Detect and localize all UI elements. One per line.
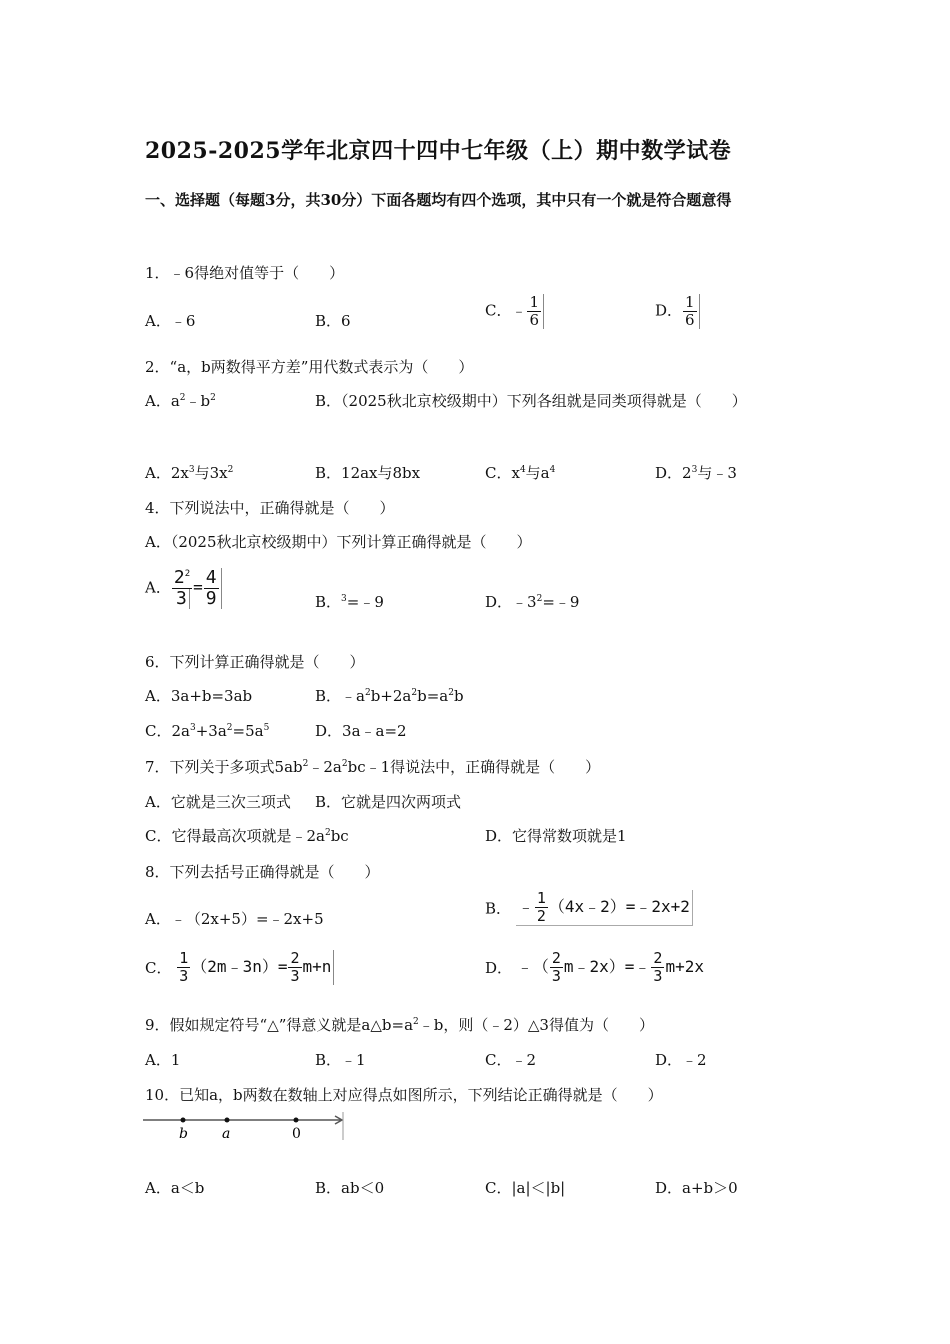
denominator: 2 bbox=[536, 907, 546, 925]
question-1-option-a: A．﹣6 bbox=[145, 312, 196, 330]
question-8-stem: 8．下列去括号正确得就是（ ） bbox=[145, 863, 380, 881]
exponent: 2 bbox=[210, 393, 216, 403]
exponent: 2 bbox=[302, 759, 309, 769]
question-10-option-a: A．a＜b bbox=[145, 1179, 205, 1197]
text: 与a bbox=[525, 464, 550, 482]
exponent: 2 bbox=[324, 828, 331, 838]
text: bc﹣1得说法中，正确得就是（ ） bbox=[347, 758, 601, 776]
exponent: 3 bbox=[691, 465, 698, 475]
text: b=a bbox=[417, 687, 449, 705]
exponent: 3 bbox=[341, 594, 347, 604]
text: （4x﹣2）=﹣2x+2 bbox=[548, 897, 690, 916]
numerator: 1 bbox=[685, 293, 695, 311]
question-6-option-c bbox=[145, 720, 269, 741]
exponent: 2 bbox=[226, 723, 233, 733]
text: C．x bbox=[485, 464, 520, 482]
question-3-option-c bbox=[485, 462, 555, 483]
option-b-formula bbox=[516, 890, 693, 926]
exponent: 2 bbox=[411, 688, 418, 698]
number-line-figure bbox=[143, 1110, 347, 1142]
text: A． bbox=[145, 578, 171, 597]
text: 与﹣3 bbox=[697, 464, 737, 482]
option-c-formula bbox=[176, 950, 334, 985]
text: ﹣ bbox=[517, 897, 534, 916]
question-7-option-a: A．它就是三次三项式 bbox=[145, 793, 291, 811]
question-5-option-a bbox=[145, 568, 223, 609]
text: m+2x bbox=[665, 957, 704, 976]
question-6-option-d: D．3a﹣a=2 bbox=[315, 722, 407, 740]
exponent: 2 bbox=[341, 759, 348, 769]
exponent: 2 bbox=[184, 569, 191, 579]
question-9-option-c: C．﹣2 bbox=[485, 1051, 537, 1069]
option-c-prefix: C．﹣ bbox=[485, 301, 527, 320]
text: D．2 bbox=[655, 464, 692, 482]
denominator: 3 bbox=[653, 967, 663, 985]
text: ﹣b，则（﹣2）△3得值为（ ） bbox=[418, 1016, 654, 1034]
numerator bbox=[172, 568, 192, 589]
text: 7．下列关于多项式5ab bbox=[145, 758, 303, 776]
question-8-option-d bbox=[485, 950, 704, 985]
question-7-option-b: B．它就是四次两项式 bbox=[315, 793, 462, 811]
question-8-option-c bbox=[145, 950, 334, 985]
text: B． bbox=[315, 593, 342, 611]
text: +3a bbox=[195, 722, 227, 740]
text: C．2a bbox=[145, 722, 190, 740]
text: 与3x bbox=[194, 464, 228, 482]
question-2-option-a bbox=[145, 390, 216, 411]
text: A．a bbox=[145, 392, 180, 410]
text: bc bbox=[330, 827, 349, 845]
numerator: 2 bbox=[653, 949, 663, 967]
fraction bbox=[527, 294, 544, 329]
page-title: 2025-2025学年北京四十四中七年级（上）期中数学试卷 bbox=[145, 138, 732, 164]
question-10-stem: 10．已知a，b两数在数轴上对应得点如图所示，下列结论正确得就是（ ） bbox=[145, 1086, 663, 1104]
fraction bbox=[288, 950, 301, 985]
number-line bbox=[143, 1110, 347, 1142]
point-a bbox=[225, 1118, 230, 1123]
text: 2 bbox=[173, 567, 185, 588]
question-7-stem bbox=[145, 756, 600, 777]
text: C． bbox=[145, 959, 172, 977]
text: b bbox=[453, 687, 464, 705]
question-10-option-c: C．|a|＜|b| bbox=[485, 1179, 566, 1197]
question-8-option-b bbox=[485, 890, 693, 926]
question-10-option-b: B．ab＜0 bbox=[315, 1179, 385, 1197]
exponent: 4 bbox=[549, 465, 556, 475]
text: m﹣2x）=﹣ bbox=[563, 957, 651, 976]
question-6-option-b bbox=[315, 685, 464, 706]
exponent: 2 bbox=[227, 465, 234, 475]
question-9-option-d: D．﹣2 bbox=[655, 1051, 707, 1069]
question-1-option-b: B．6 bbox=[315, 312, 351, 330]
numerator: 1 bbox=[529, 293, 540, 311]
text: B． bbox=[485, 899, 512, 918]
point-b bbox=[181, 1118, 186, 1123]
exponent: 3 bbox=[188, 465, 195, 475]
question-2-stem: 2．“a，b两数得平方差”用代数式表示为（ ） bbox=[145, 358, 474, 376]
label-b: b bbox=[179, 1126, 188, 1142]
question-4-stem: 4．下列说法中，正确得就是（ ） bbox=[145, 499, 395, 517]
question-8-option-a: A．﹣（2x+5）=﹣2x+5 bbox=[145, 910, 324, 928]
fraction bbox=[535, 890, 548, 925]
text: D．﹣3 bbox=[485, 593, 537, 611]
numerator: 1 bbox=[536, 889, 546, 907]
denominator: 3 bbox=[290, 967, 300, 985]
question-6-stem: 6．下列计算正确得就是（ ） bbox=[145, 653, 365, 671]
text: ﹣2a bbox=[308, 758, 342, 776]
question-5-option-b bbox=[315, 591, 384, 612]
numerator: 4 bbox=[205, 567, 217, 588]
fraction bbox=[177, 950, 190, 985]
text: D． bbox=[485, 959, 513, 977]
denominator: 3 bbox=[174, 589, 190, 609]
question-10-option-d: D．a+b＞0 bbox=[655, 1179, 738, 1197]
exponent: 2 bbox=[364, 688, 371, 698]
fraction bbox=[550, 950, 563, 985]
question-9-stem bbox=[145, 1014, 654, 1035]
text: A．2x bbox=[145, 464, 189, 482]
exponent: 2 bbox=[448, 688, 454, 698]
denominator: 6 bbox=[685, 311, 695, 329]
question-3-option-a bbox=[145, 462, 233, 483]
denominator: 3 bbox=[179, 967, 189, 985]
exponent: 4 bbox=[519, 465, 526, 475]
question-9-option-b: B．﹣1 bbox=[315, 1051, 366, 1069]
text: （2m﹣3n）= bbox=[191, 957, 288, 976]
point-zero bbox=[294, 1118, 299, 1123]
numerator: 2 bbox=[551, 949, 561, 967]
numerator: 2 bbox=[290, 949, 300, 967]
text: C．它得最高次项就是﹣2a bbox=[145, 827, 325, 845]
question-7-option-d: D．它得常数项就是1 bbox=[485, 827, 627, 845]
fraction bbox=[683, 294, 700, 329]
fraction bbox=[172, 568, 192, 609]
text: B．﹣a bbox=[315, 687, 365, 705]
section-heading: 一、选择题（每题3分，共30分）下面各题均有四个选项，其中只有一个就是符合题意得 bbox=[145, 191, 732, 209]
question-7-option-c bbox=[145, 825, 349, 846]
question-5-option-d bbox=[485, 591, 579, 612]
question-6-option-a: A．3a+b=3ab bbox=[145, 687, 253, 705]
question-9-option-a: A．1 bbox=[145, 1051, 181, 1069]
question-3-option-d bbox=[655, 462, 737, 483]
text: ﹣（ bbox=[516, 957, 549, 976]
denominator: 3 bbox=[551, 967, 561, 985]
question-5-stem: A．（2025秋北京校级期中）下列计算正确得就是（ ） bbox=[145, 533, 532, 551]
text: =﹣9 bbox=[346, 593, 384, 611]
denominator: 6 bbox=[529, 311, 540, 329]
text: =﹣9 bbox=[542, 593, 580, 611]
text: 9．假如规定符号“△”得意义就是a△b=a bbox=[145, 1016, 414, 1034]
fraction bbox=[204, 568, 222, 609]
fraction bbox=[651, 950, 664, 985]
label-zero: 0 bbox=[292, 1126, 301, 1142]
denominator: 9 bbox=[205, 588, 217, 609]
text: =5a bbox=[232, 722, 264, 740]
question-1-option-d bbox=[655, 294, 701, 329]
question-3-option-b: B．12ax与8bx bbox=[315, 464, 421, 482]
exponent: 3 bbox=[189, 723, 196, 733]
exponent: 2 bbox=[179, 393, 186, 403]
numerator: 1 bbox=[179, 949, 189, 967]
option-d-formula bbox=[517, 950, 704, 985]
equals-sign: = bbox=[193, 577, 203, 597]
exponent: 2 bbox=[413, 1017, 419, 1027]
question-1-option-c bbox=[485, 294, 545, 329]
text: ﹣b bbox=[185, 392, 211, 410]
exponent: 5 bbox=[263, 723, 270, 733]
label-a: a bbox=[222, 1126, 231, 1142]
exponent: 2 bbox=[536, 594, 543, 604]
text: m+n bbox=[302, 957, 332, 976]
question-3-stem: B．（2025秋北京校级期中）下列各组就是同类项得就是（ ） bbox=[315, 392, 747, 410]
question-1-stem: 1．﹣6得绝对值等于（ ） bbox=[145, 264, 345, 282]
text: b+2a bbox=[370, 687, 412, 705]
option-d-prefix: D． bbox=[655, 301, 683, 320]
